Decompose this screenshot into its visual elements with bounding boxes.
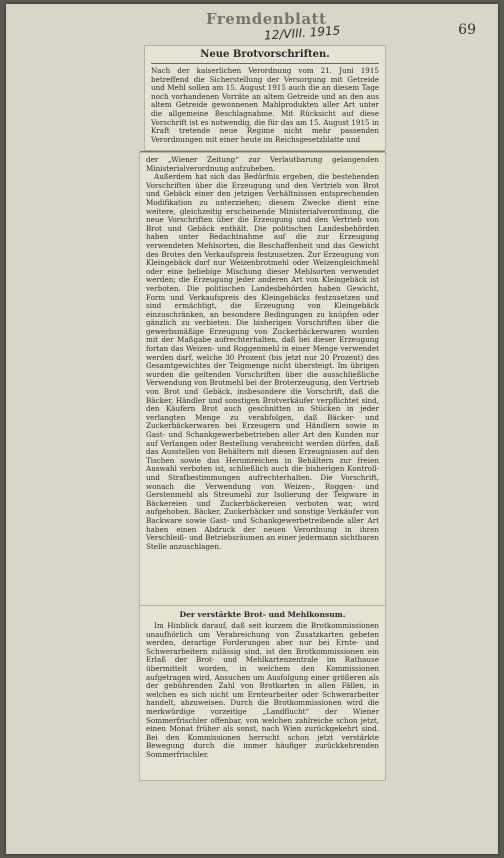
clipping-divider [140,151,385,152]
newspaper-name: Fremdenblatt [206,10,327,28]
article-paragraph-3: Außerdem hat sich das Bedürfnis ergeben, die bestehenden Vorschriften über die Erzeugung und den Vertrieb von Brot und Gebäck einer den jetzigen Verhältnissen entsprechenden Modifikation zu unterziehen; diesem Zwecke dient eine weitere, gleichzeitig erscheinende Ministerialverordnung, die neue Vorschriften über die Erzeugung und den Vertrieb von Brot und Gebäck enthält. Die politischen Landesbehörden haben unter Bedachtnahme auf die zur Erzeugung verwendeten Mehlsorten, die Beschaffenheit und das Gewicht des Brotes den Verkaufspreis festzusetzen. Zur Erzeugung von Kleingebäck darf nur Weizenbrotmehl oder Weizengleichmehl oder eine beliebige Mischung dieser Mehlsorten verwendet werden; die Erzeugung jeder anderen Art von Kleingebäck ist verboten. Die politischen Landesbehörden haben Gewicht, Form und Verkaufspreis des Kleingebäcks festzusetzen und sind ermächtigt, die Erzeugung von Kleingebäck einzuschränken, an besondere Bedingungen zu knüpfen oder gänzlich zu verbieten. Die bisherigen Vorschriften über die gewerbsmäßige Erzeugung von Zuckerbäckerwaren wurden mit der Maßgabe aufrechterhalten, daß bei dieser Erzeugung fortan das Weizen- und Roggenmehl in einer Menge verwendet werden darf, welche 30 Prozent (bis jetzt nur 20 Prozent) des Gesamtgewichtes der Teigmenge nicht übersteigt. Im übrigen wurden die geltenden Vorschriften über die ausschließliche Verwendung von Brotmehl bei der Broterzeugung, den Vertrieb von Brot und Gebäck, insbesondere die Vorschrift, daß die Bäcker, Händler und sonstigen Brotverkäufer verpflichtet sind, den Käufern Brot auch geschnitten in Stücken in jeder verlangten Menge zu verabfolgen, daß Bäcker- und Zuckerbäckerwaren bei Erzeugern und Händlern sowie in Gast- und Schankgewerbebetrieben aller Art den Kunden nur auf Verlangen oder Bestellung verabreicht werden dürfen, daß das Ausstellen von Behältern mit diesen Erzeugnissen auf den Tischen sowie das Herumreichen in Behältern zur freien Auswahl verboten ist, schließlich auch die bisherigen Kontroll- und Strafbestimmungen aufrechterhalten. Die Vorschrift, wonach die Verwendung von Weizen-, Roggen- und Gerstenmehl als Streumehl zur Isolierung der Teigware in Bäckereien und Zuckerbäckereien verboten war, wird aufgehoben. Bäcker, Zuckerbäcker und sonstige Verkäufer von Backware sowie Gast- und Schankgewerbetreibende aller Art haben einen Abdruck der neuen Verordnung in ihren Verschleiß- und Betriebsräumen an einer jedermann sichtbaren Stelle anzuschlagen. [146,172,379,551]
article-paragraph-2: der „Wiener Zeitung“ zur Verlautbarung gelangenden Ministerialverordnung aufzuheben. [146,155,379,173]
article-paragraph-4: Im Hinblick darauf, daß seit kurzem die Brotkommissionen unaufhörlich um Verabreichung von Zusatzkarten gebeten werden, derartige Forderungen aber nur bei Ernte- und Schwerarbeitern zulässig sind, ist den Brotkommissionen ein Erlaß der Brot- und Mehlkartenzentrale im Rathause übermittelt worden, in welchem den Kommissionen aufgetragen wird, Ansuchen um Ausfolgung einer größeren als der gebührenden Zahl von Brotkarten in allen Fällen, in welchen es sich nicht um Ernteurbeiter oder Schwerarbeiter handelt, abzuweisen. Durch die Brotkommissionen wird die merkwürdige vorzeitige „Landflucht“ der Wiener Sommerfrischler offenbar, von welchen zahlreiche schon jetzt, einen Monat früher als sonst, nach Wien zurückgekehrt sind. Bei den Kommissionen herrscht schon jetzt verstärkte Bewegung durch die immer häufiger zurückkehrenden Sommerfrischler. [146,621,379,759]
clipping-part-3 [140,606,385,780]
page-number: 69 [458,22,476,38]
clipping-part-1 [145,46,385,150]
article-paragraph-1: Nach der kaiserlichen Verordnung vom 21. Juni 1915 betreffend die Sicherstellung der Versorgung mit Getreide und Mehl sollen am 15. August 1915 auch die an diesem Tage noch vorhandenen Vorräte an altem Getreide und an den aus altem Getreide gewonnenen Mahlprodukten aller Art unter die allgemeine Beschlagnahme. Mit Rücksicht auf diese Vorschrift ist es notwendig, die für das am 15. August 1915 in Kraft tretende neue Regime nicht mehr passenden Verordnungen mit einer heute im Reichsgesetzblatte und [151,66,379,144]
title-rule [151,63,379,64]
article-title: Neue Brotvorschriften. [200,49,330,60]
handwritten-date: 12/VIII. 1915 [263,23,341,43]
clipping-part-2 [140,153,385,606]
article-subtitle: Der verstärkte Brot- und Mehlkonsum. [179,610,346,619]
